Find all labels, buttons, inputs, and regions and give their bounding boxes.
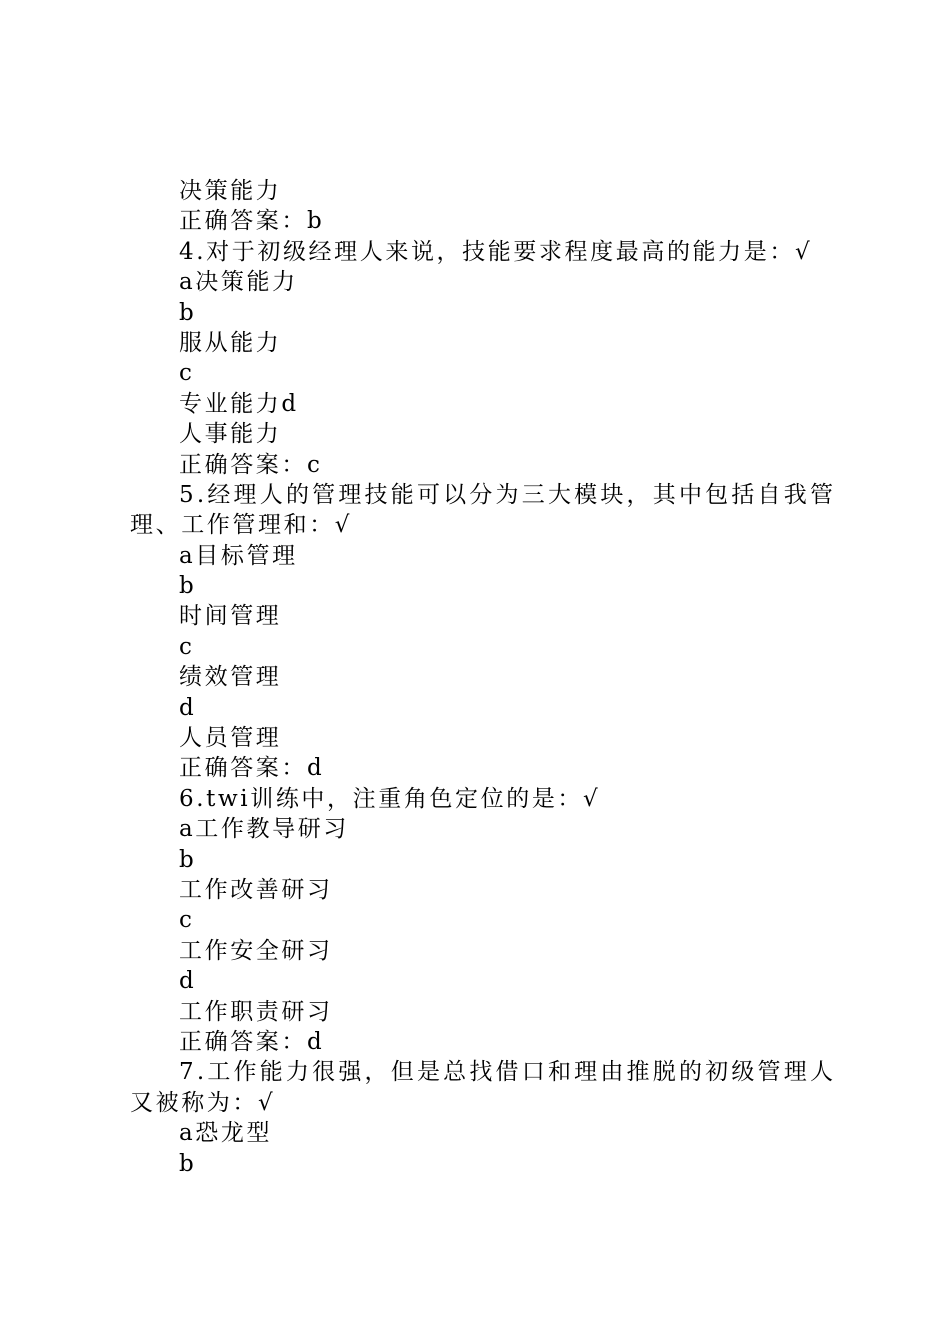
- text-line: 正确答案：d: [179, 755, 325, 782]
- text-line: 工作职责研习: [179, 998, 333, 1025]
- text-line: 正确答案：c: [179, 451, 323, 478]
- text-line: 7.工作能力很强，但是总找借口和理由推脱的初级管理人: [179, 1059, 837, 1086]
- text-line: 5.经理人的管理技能可以分为三大模块，其中包括自我管: [179, 481, 837, 508]
- text-line: 理、工作管理和：√: [130, 512, 353, 539]
- text-line: a决策能力: [179, 269, 298, 296]
- text-line: 正确答案：b: [179, 208, 325, 235]
- text-line: a工作教导研习: [179, 816, 349, 843]
- text-line: 专业能力d: [179, 390, 299, 417]
- text-line: 服从能力: [179, 329, 282, 356]
- text-line: 6.twi训练中，注重角色定位的是：√: [179, 785, 601, 812]
- text-line: c: [179, 633, 195, 660]
- text-line: b: [179, 846, 197, 873]
- text-line: 人员管理: [179, 725, 282, 752]
- text-line: 时间管理: [179, 603, 282, 630]
- text-line: 工作安全研习: [179, 937, 333, 964]
- document-body: [130, 176, 835, 1179]
- text-line: b: [179, 573, 197, 600]
- text-line: 绩效管理: [179, 664, 282, 691]
- text-line: 人事能力: [179, 421, 282, 448]
- text-line: d: [179, 694, 197, 721]
- text-line: c: [179, 907, 195, 934]
- text-line: 又被称为：√: [130, 1089, 276, 1116]
- text-line: b: [179, 1150, 197, 1177]
- text-line: d: [179, 968, 197, 995]
- text-line: a恐龙型: [179, 1120, 273, 1147]
- text-line: 4.对于初级经理人来说，技能要求程度最高的能力是：√: [179, 238, 813, 265]
- text-line: 决策能力: [179, 178, 282, 204]
- text-line: 工作改善研习: [179, 876, 333, 903]
- text-line: a目标管理: [179, 542, 298, 569]
- text-line: c: [179, 360, 195, 387]
- text-line: 正确答案：d: [179, 1028, 325, 1055]
- text-line: b: [179, 299, 197, 326]
